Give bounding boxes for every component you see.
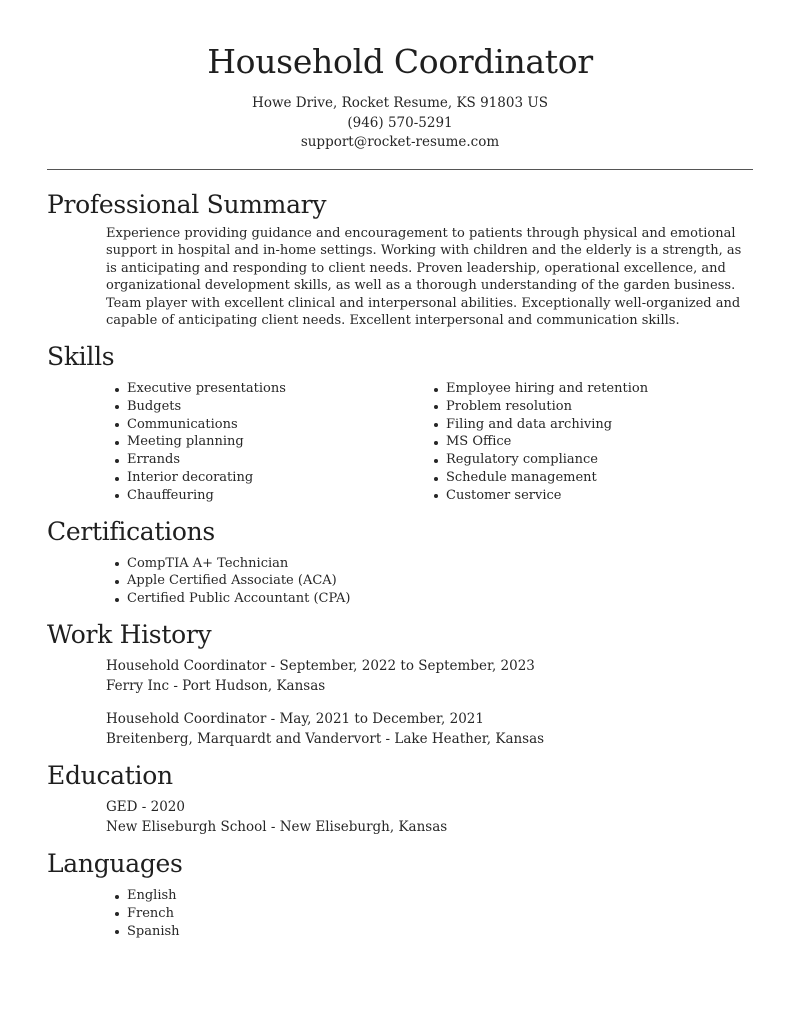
section-heading: Professional Summary bbox=[47, 189, 327, 219]
list-item: Employee hiring and retention bbox=[434, 380, 753, 398]
list-item: Regulatory compliance bbox=[434, 451, 753, 469]
section-heading: Education bbox=[47, 761, 173, 791]
list-item: MS Office bbox=[434, 433, 753, 451]
work-entries bbox=[47, 657, 753, 749]
degree-year: GED - 2020 bbox=[106, 799, 185, 816]
education-entries bbox=[47, 798, 753, 837]
job-title-dates: Household Coordinator - May, 2021 to December, 2021 bbox=[106, 711, 484, 728]
section-heading: Skills bbox=[47, 342, 115, 372]
list-item: Chauffeuring bbox=[115, 487, 434, 505]
list-item: Spanish bbox=[115, 923, 753, 941]
list-item: Interior decorating bbox=[115, 469, 434, 487]
work-history-section bbox=[47, 620, 753, 749]
professional-summary-section bbox=[47, 190, 753, 331]
work-entry bbox=[47, 710, 753, 749]
languages-list bbox=[47, 887, 753, 940]
list-item: CompTIA A+ Technician bbox=[115, 555, 753, 573]
work-entry bbox=[47, 657, 753, 696]
job-title-dates: Household Coordinator - September, 2022 to September, 2023 bbox=[106, 658, 535, 675]
certifications-section bbox=[47, 517, 753, 608]
list-item: Meeting planning bbox=[115, 433, 434, 451]
list-item: Executive presentations bbox=[115, 380, 434, 398]
list-item: Filing and data archiving bbox=[434, 416, 753, 434]
job-company-location: Ferry Inc - Port Hudson, Kansas bbox=[106, 677, 326, 694]
list-item: English bbox=[115, 887, 753, 905]
list-item: Customer service bbox=[434, 487, 753, 505]
languages-section bbox=[47, 849, 753, 940]
skills-list-left bbox=[115, 380, 434, 505]
header-divider bbox=[47, 169, 753, 170]
contact-phone: (946) 570-5291 bbox=[347, 114, 453, 131]
list-item: Errands bbox=[115, 451, 434, 469]
list-item: Communications bbox=[115, 416, 434, 434]
resume-title: Household Coordinator bbox=[207, 42, 593, 81]
education-entry bbox=[47, 798, 753, 837]
section-heading: Certifications bbox=[47, 516, 215, 546]
skills-section bbox=[47, 342, 753, 505]
skills-list-right bbox=[434, 380, 753, 505]
section-heading: Work History bbox=[47, 620, 212, 650]
contact-block bbox=[47, 94, 753, 153]
job-company-location: Breitenberg, Marquardt and Vandervort - Lake Heather, Kansas bbox=[106, 730, 545, 747]
contact-address: Howe Drive, Rocket Resume, KS 91803 US bbox=[252, 95, 548, 111]
contact-email: support@rocket-resume.com bbox=[300, 134, 500, 150]
list-item: Apple Certified Associate (ACA) bbox=[115, 572, 753, 590]
summary-text: Experience providing guidance and encouragement to patients through physical and emotional support in hospital and in-home settings. Working with children and the elderly is a strength, as is anticipating and responding to client needs. Proven leadership, operational excellence, and organizational development skills, as well as a thorough understanding of the garden business. Team player with excellent clinical and interpersonal abilities. Exceptionally well-organized and capable of anticipating client needs. Excellent interpersonal and communication skills. bbox=[106, 225, 742, 329]
skills-columns bbox=[47, 380, 753, 505]
list-item: Schedule management bbox=[434, 469, 753, 487]
list-item: Budgets bbox=[115, 398, 434, 416]
list-item: Certified Public Accountant (CPA) bbox=[115, 590, 753, 608]
school-location: New Eliseburgh School - New Eliseburgh, Kansas bbox=[106, 818, 448, 835]
section-heading: Languages bbox=[47, 849, 183, 879]
list-item: French bbox=[115, 905, 753, 923]
certifications-list bbox=[47, 555, 753, 608]
list-item: Problem resolution bbox=[434, 398, 753, 416]
education-section bbox=[47, 761, 753, 837]
